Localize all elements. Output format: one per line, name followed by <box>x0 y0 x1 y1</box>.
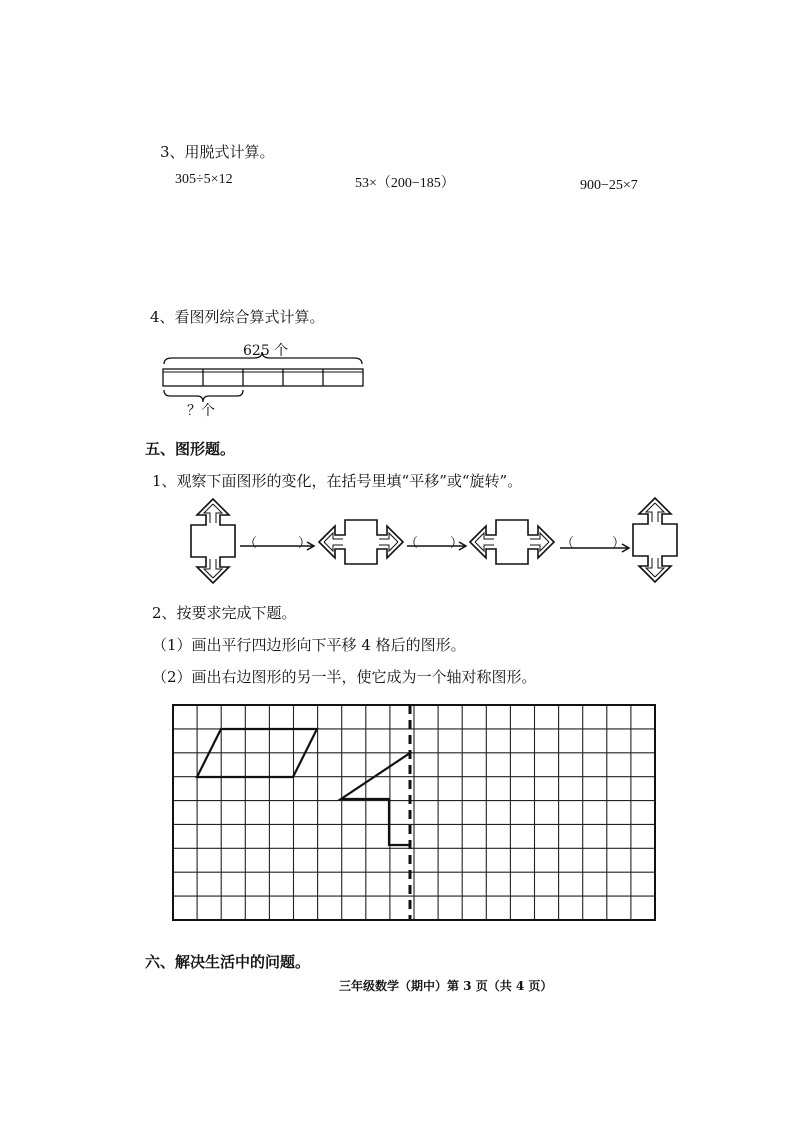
answer-blank-3-open[interactable]: （ <box>561 536 575 551</box>
section5-q2-sub2: （2）画出右边图形的另一半，使它成为一个轴对称图形。 <box>152 668 537 686</box>
answer-blank-2-open[interactable]: （ <box>405 536 419 551</box>
section6-heading: 六、解决生活中的问题。 <box>145 953 311 971</box>
answer-blank-1-open[interactable]: （ <box>244 536 258 551</box>
q4-title: 4、看图列综合算式计算。 <box>150 308 325 326</box>
answer-blank-3-close[interactable]: ） <box>612 536 626 551</box>
q3-expression-3: 900−25×7 <box>580 178 638 193</box>
q4-part-label: ？个 <box>187 403 215 419</box>
section5-q2-sub1: （1）画出平行四边形向下平移 4 格后的图形。 <box>152 636 466 654</box>
section5-q2-text: 2、按要求完成下题。 <box>152 604 297 622</box>
answer-blank-2-close[interactable]: ） <box>450 536 464 551</box>
half-figure <box>341 753 410 845</box>
answer-blank-1-close[interactable]: ） <box>298 536 312 551</box>
section5-heading: 五、图形题。 <box>145 440 236 458</box>
grid-lines <box>173 705 655 920</box>
section5-q1-text: 1、观察下面图形的变化，在括号里填“平移”或“旋转”。 <box>152 472 523 490</box>
page-footer: 三年级数学（期中）第 3 页（共 4 页） <box>339 979 553 993</box>
q3-expression-2: 53×（200−185） <box>355 176 455 191</box>
q3-title: 3、用脱式计算。 <box>160 143 275 161</box>
q3-expression-1: 305÷5×12 <box>175 172 233 187</box>
q4-total-label: 625 个 <box>243 343 289 359</box>
